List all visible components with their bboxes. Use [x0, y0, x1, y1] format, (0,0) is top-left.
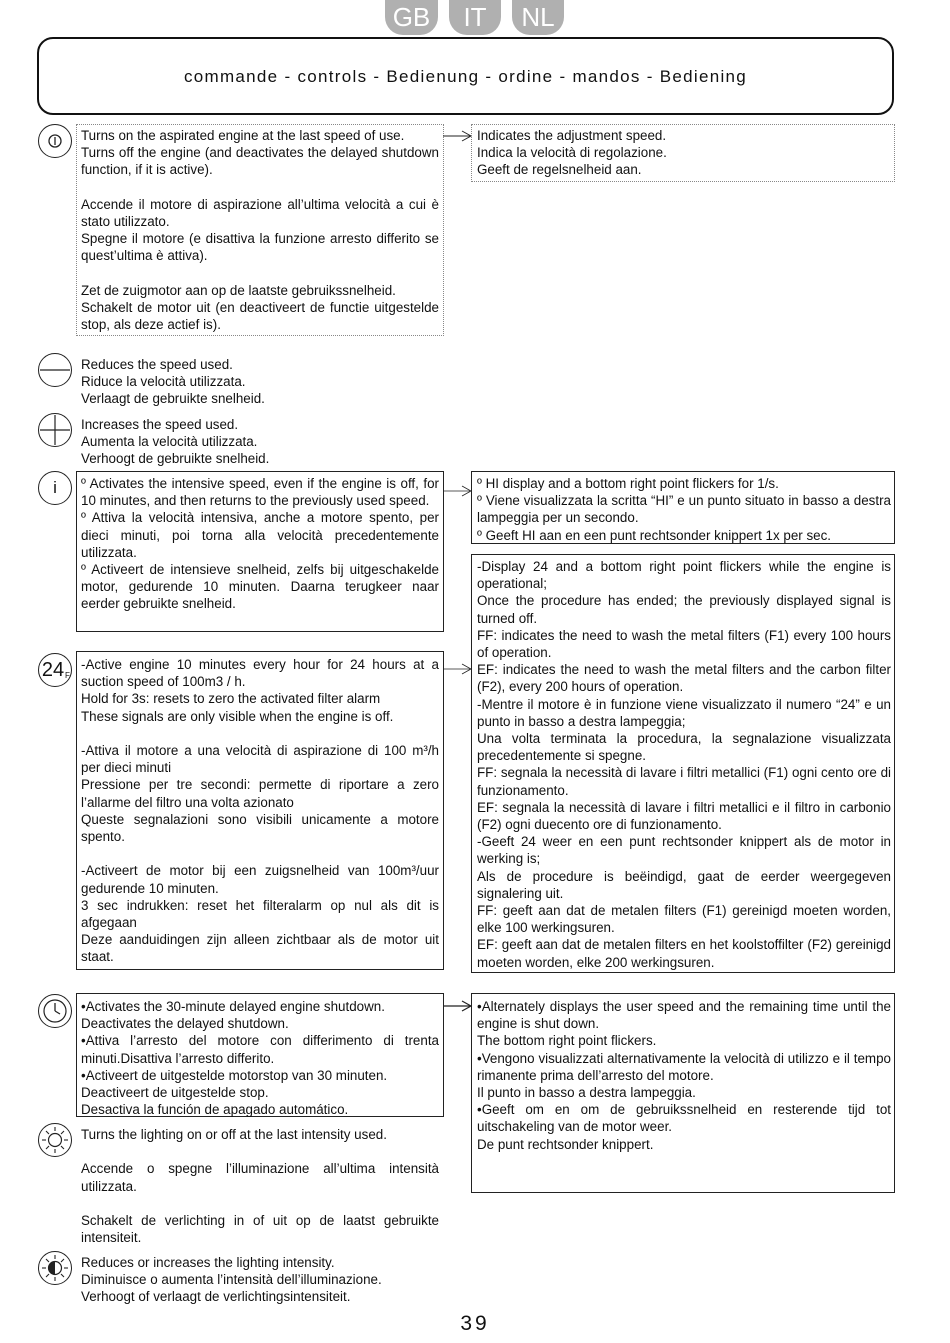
arrow-right-icon: [443, 663, 473, 675]
filter-description: -Active engine 10 minutes every hour for 24 hours at a suction speed of 100m3 / h. Hold for 3s: resets to zero the activated filter alarm These signals are only visible when the engine is off. -Attiva il motore a una velocità di aspirazione di 100 m³/h per dieci minuti Pressione per tre secondi: permette di riportare a zero l’allarme del filtro una volta azionato Queste segnalazioni sono visibili unicamente a motore spento. -Activeert de motor bij een zuigsnelheid van 100m³/uur gedurende 10 minuten. 3 sec indrukken: reset het filteralarm op nul als dit is afgegaan Deze aanduidingen zijn alleen zichtbaar als de motor uit staat.: [81, 657, 439, 965]
timer-clock-icon: [38, 994, 72, 1028]
dimmer-description: Reduces or increases the lighting intensity. Diminuisce o aumenta l’intensità dell’illuminazione. Verhoogt of verlaagt de verlichtingsintensiteit.: [81, 1255, 382, 1305]
header-frame: [37, 37, 894, 115]
lang-tab-nl: NL: [512, 0, 564, 35]
power-display-description: Indicates the adjustment speed. Indica la velocità di regolazione. Geeft de regelsnelheid aan.: [477, 128, 667, 178]
plus-description: Increases the speed used. Aumenta la velocità utilizzata. Verhoogt de gebruikte snelheid.: [81, 417, 270, 467]
page-title: commande - controls - Bedienung - ordine - mandos - Bediening: [183, 67, 748, 86]
filter-24-icon: [38, 653, 72, 687]
filter-24-icon-label: 24: [41, 659, 65, 681]
minus-description: Reduces the speed used. Riduce la velocità utilizzata. Verlaagt de gebruikte snelheid.: [81, 357, 265, 407]
intensive-description: º Activates the intensive speed, even if the engine is off, for 10 minutes, and then returns to the previously used speed. º Attiva la velocità intensiva, anche a motore spento, per dieci minuti, poi torna alla velocità precedentemente utilizzata. º Activeert de intensieve snelheid, zelfs bij uitgeschakelde motor, gedurende 10 minuten. Daarna terugkeer naar eerder gebruikte snelheid.: [81, 476, 439, 612]
arrow-right-icon: [443, 1000, 473, 1012]
light-description: Turns the lighting on or off at the last intensity used. Accende o spegne l’illuminazione all’ultima intensità utilizzata. Schakelt de verlichting in of uit op de laatst gebruikte intensiteit.: [81, 1127, 439, 1246]
info-icon: i: [38, 471, 72, 505]
page-number: 39: [460, 1312, 490, 1335]
minus-icon: [38, 353, 72, 387]
arrow-right-icon: [443, 130, 473, 142]
timer-display-description: •Alternately displays the user speed and the remaining time until the engine is shut down. The bottom right point flickers. •Vengono visualizzati alternativamente la velocità di utilizzo e il tempo rimanente prima dell’arresto del motore. Il punto in basso a destra lampeggia. •Geeft om en om de gebruikssnelheid en resterende tijd tot uitschakeling van de motor weer. De punt rechtsonder knippert.: [477, 999, 891, 1152]
intensive-display-description: º HI display and a bottom right point flickers for 1/s. º Viene visualizzata la scritta “HI” e un punto situato in basso a destra lampeggia per un secondo. º Geeft HI aan en een punt rechtsonder knippert 1x per sec.: [477, 476, 891, 543]
dimmer-icon: [38, 1251, 72, 1285]
lang-tab-it: IT: [449, 0, 501, 35]
power-description: Turns on the aspirated engine at the last speed of use. Turns off the engine (and deactivates the delayed shutdown function, if it is active). Accende il motore di aspirazione all’ultima velocità a cui è stato utilizzato. Spegne il motore (e disattiva la funzione arresto differito se quest’ultima è attiva). Zet de zuigmotor aan op de laatste gebruikssnelheid. Schakelt de motor uit (en deactiveert de functie uitgestelde stop, als deze actief is).: [81, 128, 439, 333]
filter-24-icon-sub: F: [65, 671, 70, 680]
lang-tab-gb: GB: [385, 0, 438, 35]
power-icon: [38, 124, 72, 158]
timer-description: •Activates the 30-minute delayed engine shutdown. Deactivates the delayed shutdown. •Attiva l’arresto del motore con differimento di trenta minuti.Disattiva l’arresto differito. •Activeert de uitgestelde motorstop van 30 minuten. Deactiveert de uitgestelde stop. Desactiva la función de apagado automático.: [81, 999, 439, 1118]
filter-display-description: -Display 24 and a bottom right point flickers while the engine is operational; Once the procedure has ended; the previously displayed signal is turned off. FF: indicates the need to wash the metal filters (F1) every 100 hours of operation. EF: indicates the need to wash the metal filters and the carbon filter (F2), every 200 hours of operation. -Mentre il motore è in funzione viene visualizzato il numero “24” e un punto in basso a destra lampeggia; Una volta terminata la procedura, la segnalazione visualizzata precedentemente si spegne. FF: segnala la necessità di lavare i filtri metallici (F1) ogni cento ore di funzionamento. EF: segnala la necessità di lavare i filtri metallici e il filtro in carbonio (F2) ogni duecento ore di funzionamento. -Geeft 24 weer en een punt rechtsonder knippert als de motor in werking is; Als de procedure is beëindigd, gaat de eerder weergegeven signalering uit. FF: geeft aan dat de metalen filters (F1) gereinigd moeten worden, elke 100 werkingsuren. EF: geeft aan dat de metalen filters en het koolstoffilter (F2) gereinigd moeten worden, elke 200 werkingsuren.: [477, 559, 891, 970]
arrow-right-icon: [443, 485, 473, 497]
plus-icon: [38, 413, 72, 447]
light-bulb-icon: [38, 1123, 72, 1157]
